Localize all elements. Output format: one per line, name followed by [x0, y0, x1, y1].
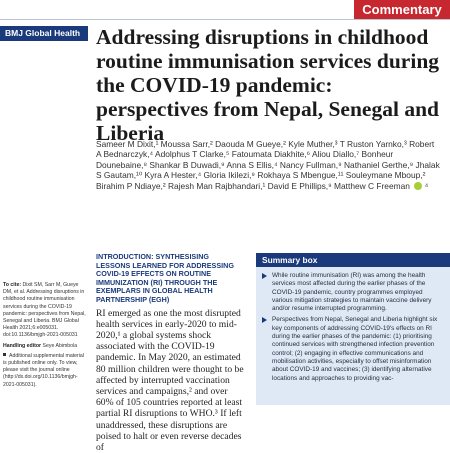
summary-item-text: While routine immunisation (RI) was among the health services most affected during the earlier phases of the COVID-19 pandemic, country programmes employed various mitigation strategies to maintain vaccine delivery and/or resume interrupted programming. — [272, 272, 432, 313]
header-rule — [0, 19, 450, 20]
arrow-bullet-icon — [262, 273, 267, 279]
intro-body: RI emerged as one the most disrupted health services in early-2020 to mid-2020,¹ a global systems shock associated with the COVID-19 pandemic. In May 2020, an estimated 80 million children were thought to be affected by interrupted vaccination services and campaigns,² and over 60% of 105 countries reported at least partial RI disruptions to WHO.³ If left unaddressed, these disruptions are poised to halt or even reverse decades of — [96, 307, 244, 453]
citation-sidebar — [3, 282, 89, 392]
bullet-icon — [3, 353, 6, 356]
handling-editor-label: Handling editor — [3, 342, 42, 349]
summary-item — [262, 272, 444, 313]
summary-box — [256, 253, 450, 405]
intro-heading: INTRODUCTION: SYNTHESISING LESSONS LEARNED FOR ADDRESSING COVID-19 EFFECTS ON ROUTINE IMMUNIZATION (RI) THROUGH THE EXEMPLARS IN GLOBAL HEALTH PARTNERSHIP (EGH) — [96, 252, 234, 304]
orcid-icon[interactable] — [414, 182, 422, 190]
author-list — [96, 139, 441, 191]
handling-editor-block — [3, 343, 89, 350]
summary-item — [262, 316, 444, 382]
author-tail-affiliation: ⁴ — [424, 180, 429, 191]
arrow-bullet-icon — [262, 317, 267, 323]
supplemental-text[interactable]: Additional supplemental material is published online only. To view, please visit the journal online (http://dx.doi.org/10.1136/bmjgh-2021-005031). — [3, 352, 84, 388]
cite-label: To cite: — [3, 282, 22, 288]
author-names: Sameer M Dixit,¹ Moussa Sarr,² Daouda M Gueye,² Kyle Muther,³ T Ruston Yarnko,³ Robert A Bednarczyk,⁴ Adolphus T Clarke,⁵ Fatoumata Diakhite,⁶ Aliou Diallo,⁷ Bonheur Dounebaine,⁸ Shankar B Duwadi,⁹ Anna S Ellis,⁴ Nancy Fullman,⁹ Nathaniel Gerthe,⁹ Jhalak S Gautam,¹⁰ Kyra A Hester,⁴ Gloria Ikilezi,⁹ Rokhaya S Mbengue,¹¹ Souleymane Mboup,² Birahim P Ndiaye,² Rajesh Man Rajbhandari,¹ David E Phillips,⁹ Matthew C Freeman — [96, 139, 440, 191]
summary-list — [256, 267, 450, 383]
article-category-label: Commentary — [354, 0, 450, 20]
top-bar — [0, 0, 450, 20]
summary-item-text: Perspectives from Nepal, Senegal and Liberia highlight six key components of addressing COVID-19's effects on RI during the earlier phases of the pandemic: (1) prioritising continued services with strengthened infection prevention control; (2) engaging in effective communications and mobilisation activities, especially to offset misinformation about COVID-19 and vaccines; (3) identifying alternative locations and approaches to providing vac- — [272, 316, 438, 382]
journal-brand-label: BMJ Global Health — [0, 26, 88, 41]
citation-block — [3, 282, 89, 340]
supplemental-note — [3, 353, 89, 389]
article-title: Addressing disruptions in childhood routine immunisation services during the COVID-19 pandemic: perspectives from Nepal, Senegal and Liberia — [96, 25, 440, 145]
handling-editor-name: Seye Abimbola — [42, 342, 78, 349]
summary-box-heading: Summary box — [256, 253, 450, 267]
intro-section — [96, 253, 244, 453]
cite-text: Dixit SM, Sarr M, Gueye DM, et al. Addressing disruptions in childhood routine immunisation services during the COVID-19 pandemic: perspectives from Nepal, Senegal and Liberia. BMJ Global Health 2021;6:e005031. doi:10.1136/bmjgh-2021-005031 — [3, 282, 86, 339]
